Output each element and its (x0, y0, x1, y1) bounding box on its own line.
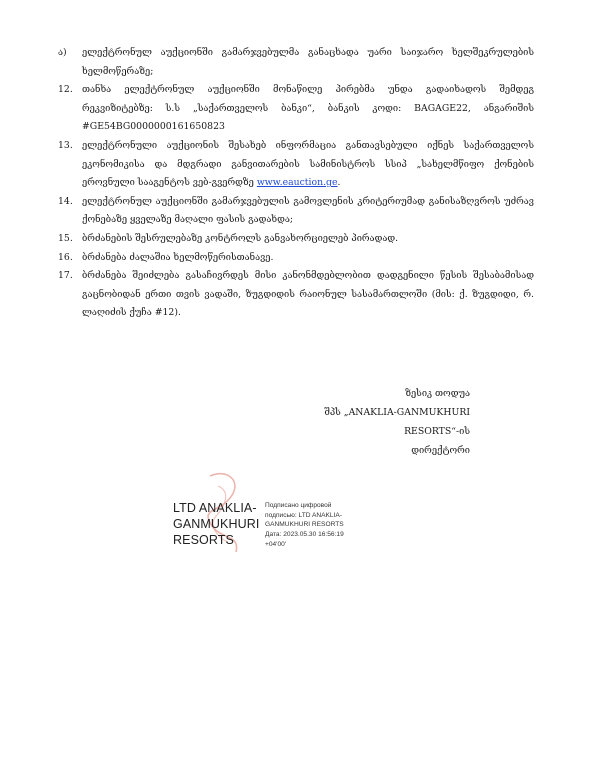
list-item (58, 44, 534, 81)
digital-signature-stamp (265, 501, 385, 550)
item-text (82, 267, 534, 323)
digital-line: Дата: 2023.05.30 16:56:19 (265, 531, 344, 539)
item-text-part: ელექტრონულ აუქციონში გამარჯვებულის გამოვლენის კრიტერიუმად განისაზღვროს უძრავ ქონებაზე ყველაზე მაღალი ფასის გადახდა; (82, 195, 534, 226)
item-number: 15. (58, 232, 73, 244)
logo-line: RESORTS (173, 533, 234, 547)
item-text-part: ბრძანება შეიძლება გასაჩივრდეს მისი კანონმდებლობით დადგენილი წესის შესაბამისად გაცნობიდან ერთი თვის ვადაში, ზუგდიდის რაიონულ სასამართლოში (მის: ქ. ზუგდიდი, რ. ლაღიძის ქუჩა #12). (82, 270, 534, 319)
digital-line: +04'00' (265, 540, 287, 548)
signer-role: დირექტორი (411, 445, 470, 456)
digital-line: GANMUKHURI RESORTS (265, 521, 344, 529)
logo-line: LTD ANAKLIA- (173, 501, 257, 515)
item-text-part: ბრძანება ძალაშია ხელმოწერისთანავე. (82, 251, 274, 263)
item-number: 17. (58, 270, 73, 282)
item-text-part: თანხა ელექტრონულ აუქციონში მონაწილე პირებმა უნდა გადაიხადოს შემდეგ რეკვიზიტებზე: ს.ს „საქართველოს ბანკი“, ბანკის კოდი: BAGAGE22, ანგარიშის #GE54BG0000000161650823 (82, 84, 534, 133)
list-item (58, 249, 534, 268)
item-text (82, 230, 534, 249)
list-item (58, 81, 534, 137)
signature-block (270, 384, 470, 460)
company-logo (173, 500, 263, 548)
item-text-part: ბრძანების შესრულებაზე კონტროლს განვახორციელებ პირადად. (82, 232, 399, 244)
logo-line: GANMUKHURI (173, 517, 260, 531)
item-text (82, 137, 534, 193)
signer-name: ზესიკ თოდუა (405, 388, 470, 399)
digital-line: Подписано цифровой (265, 502, 332, 509)
item-number: 13. (58, 139, 73, 151)
item-text (82, 249, 534, 268)
item-text (82, 81, 534, 137)
item-text (82, 193, 534, 230)
list-item (58, 137, 534, 193)
order-text (58, 44, 534, 323)
item-text-part: ელექტრონული აუქციონის შესახებ ინფორმაცია განთავსებული იქნეს საქართველოს ეკონომიკისა და მდგრადი განვითარების სამინისტროს სსიპ „სახელმწიფო ქონების ეროვნული სააგენტოს ვებ-გვერდზე (82, 139, 534, 189)
item-text-part: . (337, 177, 341, 189)
item-text (82, 44, 534, 81)
item-number: 14. (58, 195, 73, 207)
list-item (58, 267, 534, 323)
item-text-part: ელექტრონულ აუქციონში გამარჯვებულმა განაცხადა უარი საიჯარო ხელშეკრულების ხელმოწერაზე; (82, 47, 534, 77)
item-number: ა) (58, 47, 67, 58)
list-item (58, 230, 534, 249)
digital-line: подписью: LTD ANAKLIA- (265, 511, 343, 519)
list-item (58, 193, 534, 230)
item-number: 16. (58, 251, 73, 263)
item-number: 12. (58, 84, 73, 96)
website-link[interactable]: www.eauction.ge (256, 177, 338, 189)
signer-company: შპს „ANAKLIA-GANMUKHURI RESORTS“-ის (324, 407, 470, 437)
